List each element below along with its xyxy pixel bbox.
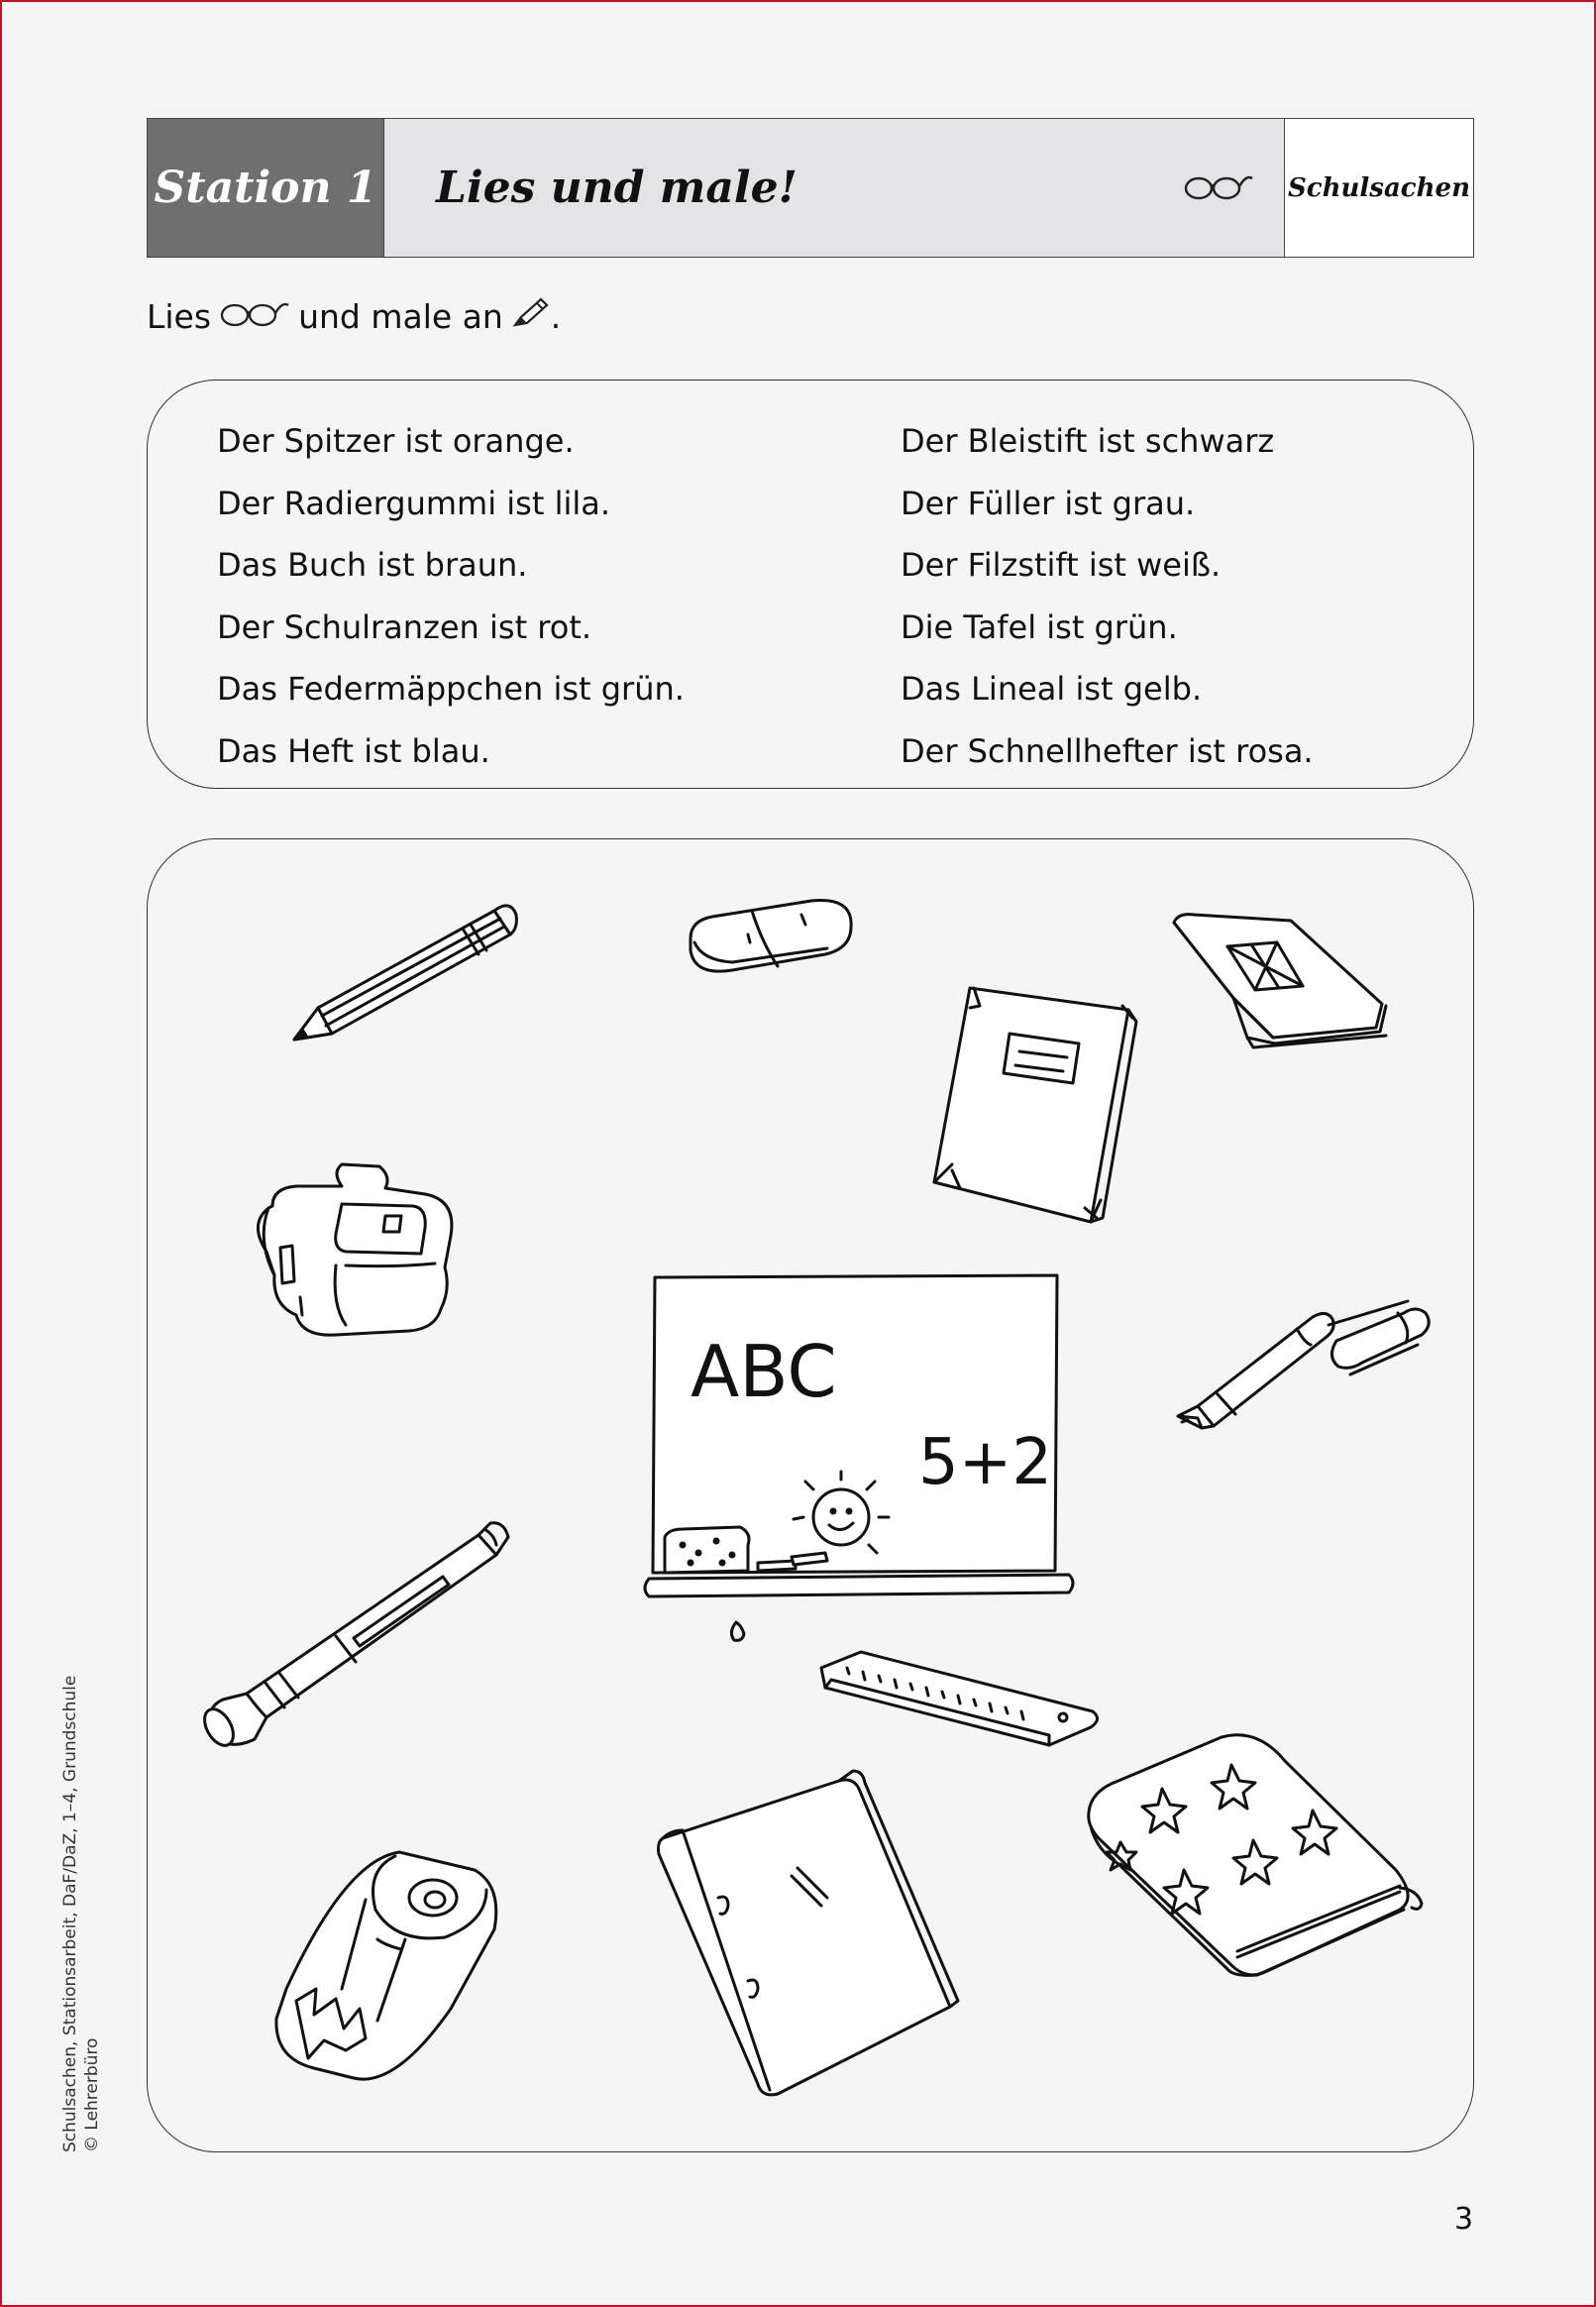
instruction-text-read: Lies	[147, 296, 212, 336]
pencil-icon	[511, 295, 551, 337]
sentence: Der Füller ist grau.	[901, 484, 1196, 522]
reading-glasses-icon	[219, 295, 290, 337]
fountain-pen-drawing[interactable]	[1178, 1301, 1429, 1428]
copyright-note	[59, 1637, 103, 2152]
book-drawing[interactable]	[1174, 915, 1386, 1047]
sentence: Der Radiergummi ist lila.	[217, 484, 611, 522]
instruction-text-paint: und male an	[298, 296, 503, 336]
instruction	[147, 295, 561, 337]
ruler-drawing[interactable]	[821, 1652, 1098, 1745]
page-number: 3	[1454, 2202, 1474, 2237]
coloring-area	[147, 838, 1474, 2152]
pencil-case-drawing[interactable]	[1089, 1735, 1422, 1976]
instruction-period: .	[550, 296, 562, 336]
pencil-drawing[interactable]	[294, 906, 516, 1040]
sentence: Der Filzstift ist weiß.	[901, 546, 1222, 584]
sentence-column-right	[901, 410, 1314, 782]
sharpener-drawing[interactable]	[276, 1852, 496, 2079]
blackboard-sum: 5+2	[918, 1426, 1053, 1499]
eraser-drawing[interactable]	[691, 901, 851, 972]
sentence: Der Bleistift ist schwarz	[901, 422, 1275, 460]
sentence-column-left	[217, 410, 685, 782]
sentence: Die Tafel ist grün.	[901, 607, 1178, 646]
blackboard-letters: ABC	[691, 1330, 837, 1413]
felt-pen-drawing[interactable]	[199, 1523, 508, 1751]
backpack-drawing[interactable]	[258, 1164, 451, 1335]
sentence: Der Schnellhefter ist rosa.	[901, 731, 1314, 770]
sentence: Das Federmäppchen ist grün.	[217, 670, 685, 708]
copyright-line: Schulsachen, Stationsarbeit, DaF/DaZ, 1–4, Grundschule	[60, 1675, 80, 2152]
sentence-box	[147, 380, 1474, 789]
station-label: Station 1	[148, 119, 384, 257]
title-cell	[384, 119, 1285, 257]
topic-label: Schulsachen	[1288, 172, 1470, 203]
sentence: Das Lineal ist gelb.	[901, 670, 1203, 708]
sentence: Der Schulranzen ist rot.	[217, 607, 592, 646]
copyright-line: © Lehrerbüro	[82, 2037, 102, 2152]
reading-glasses-icon	[1183, 168, 1254, 206]
page-title: Lies und male!	[436, 163, 798, 213]
worksheet-header	[147, 118, 1474, 258]
notebook-drawing[interactable]	[934, 988, 1136, 1222]
sentence: Das Heft ist blau.	[217, 731, 490, 770]
sentence: Der Spitzer ist orange.	[217, 422, 575, 460]
sentence: Das Buch ist braun.	[217, 546, 528, 584]
folder-drawing[interactable]	[659, 1771, 959, 2095]
